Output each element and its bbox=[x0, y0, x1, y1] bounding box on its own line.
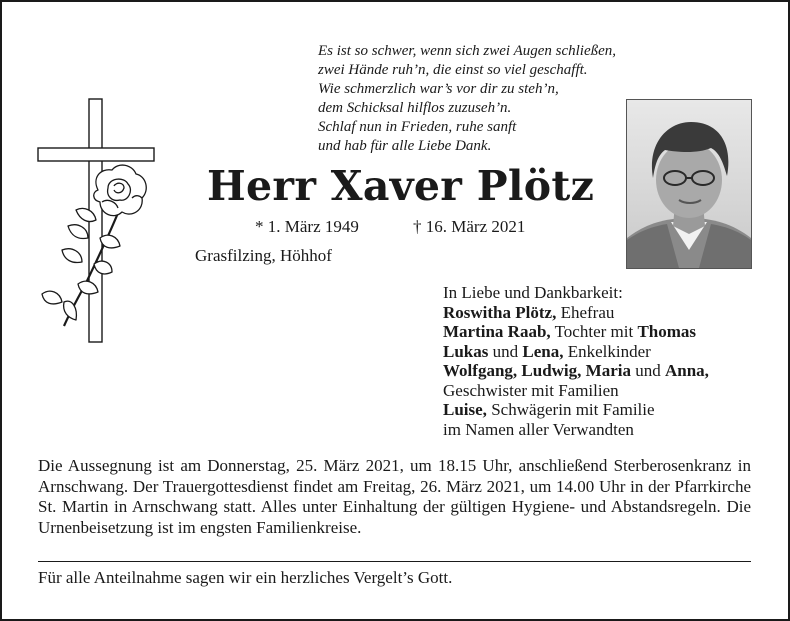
mourner-line bbox=[443, 400, 763, 420]
mourner-line bbox=[443, 381, 763, 401]
mourner-relation: und bbox=[488, 341, 523, 361]
mourner-name: Thomas bbox=[637, 322, 697, 341]
residence: Grasfilzing, Höhhof bbox=[195, 246, 332, 265]
mourner-relation: Tochter mit bbox=[550, 322, 638, 341]
mourner-line bbox=[443, 420, 763, 440]
thanks-line: Für alle Anteilnahme sagen wir ein herzliches Vergelt’s Gott. bbox=[38, 568, 453, 587]
mourner-relation: Geschwister mit Familien bbox=[443, 380, 619, 400]
mourner-name: Martina Raab, bbox=[443, 322, 551, 341]
mourners-list bbox=[443, 283, 763, 439]
cross-with-rose-icon bbox=[36, 98, 156, 344]
mourner-relation: Enkelkinder bbox=[563, 341, 651, 361]
mourner-line bbox=[443, 342, 763, 362]
birth-date: * 1. März 1949 bbox=[255, 217, 359, 236]
poem-line: zwei Hände ruh’n, die einst so viel geschafft. bbox=[318, 62, 588, 78]
mourner-relation: und bbox=[630, 361, 665, 380]
poem-line: Es ist so schwer, wenn sich zwei Augen schließen, bbox=[318, 43, 617, 59]
mourner-relation: Schwägerin mit Familie bbox=[486, 400, 655, 419]
mourner-name: Wolfgang, Ludwig, Maria bbox=[443, 361, 631, 380]
poem-line: und hab für alle Liebe Dank. bbox=[318, 138, 492, 154]
mourner-relation: im Namen aller Verwandten bbox=[443, 419, 634, 439]
mourner-relation: Ehefrau bbox=[556, 302, 615, 322]
mourner-name: Roswitha Plötz, bbox=[443, 302, 557, 322]
mourner-name: Anna, bbox=[664, 361, 709, 380]
mourner-line bbox=[443, 322, 763, 342]
mourner-line bbox=[443, 303, 763, 323]
poem-line: Schlaf nun in Frieden, ruhe sanft bbox=[318, 119, 517, 135]
deceased-name: Herr Xaver Plötz bbox=[207, 162, 595, 210]
poem bbox=[318, 42, 618, 156]
mourner-name: Luise, bbox=[443, 400, 487, 419]
mourners-intro: In Liebe und Dankbarkeit: bbox=[443, 283, 623, 302]
death-date: † 16. März 2021 bbox=[413, 217, 526, 236]
funeral-notice: Die Aussegnung ist am Donnerstag, 25. März 2021, um 18.15 Uhr, anschließend Sterberosenkranz in Arnschwang. Der Trauergottesdienst findet am Freitag, 26. März 2021, um 14.00 Uhr in der Pfarrkirche St. Martin in Arnschwang statt. Alles unter Einhaltung der gültigen Hygiene- und Abstandsregeln. Die Urnenbeisetzung ist im engsten Familienkreise. bbox=[38, 456, 751, 537]
poem-line: dem Schicksal hilflos zuzuseh’n. bbox=[318, 100, 512, 116]
mourner-name: Lena, bbox=[522, 341, 564, 361]
divider bbox=[38, 561, 751, 562]
mourner-name: Lukas bbox=[443, 341, 489, 361]
poem-line: Wie schmerzlich war’s vor dir zu steh’n, bbox=[318, 81, 559, 97]
mourner-line bbox=[443, 361, 763, 381]
portrait-photo bbox=[626, 99, 752, 269]
